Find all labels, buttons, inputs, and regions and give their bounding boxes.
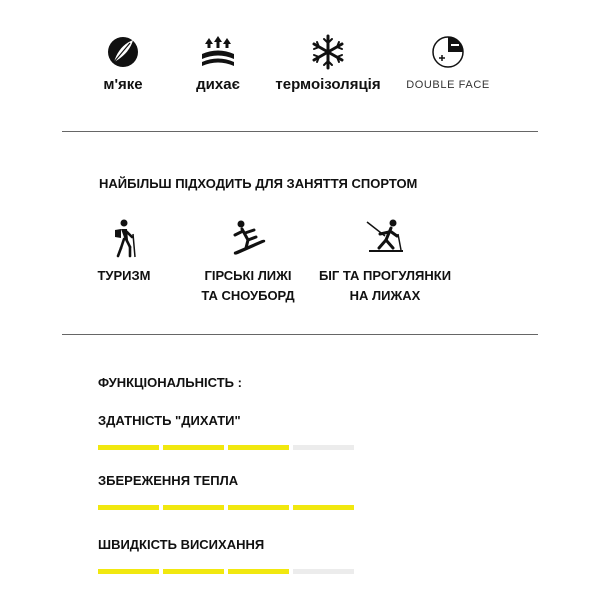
feature-thermal: [258, 34, 398, 104]
rating-segment-filled: [98, 569, 159, 574]
rating-segment-empty: [293, 569, 354, 574]
rating-segment-filled: [98, 445, 159, 450]
sport-cross-country: [310, 218, 460, 306]
functionality-title: ФУНКЦІОНАЛЬНІСТЬ :: [98, 375, 242, 390]
feature-label: м'яке: [103, 76, 143, 93]
rating-segment-filled: [228, 445, 289, 450]
sport-ski-snowboard: [193, 218, 303, 306]
feature-label: дихає: [196, 76, 240, 93]
sport-label: ТУРИЗМ: [97, 268, 151, 283]
features-row: [0, 0, 600, 130]
metric-drying-speed: [98, 537, 368, 587]
rating-segment-filled: [163, 569, 224, 574]
cross-country-ski-icon: [363, 218, 407, 258]
sport-label: ГІРСЬКІ ЛИЖІ ТА СНОУБОРД: [201, 268, 295, 303]
feature-label: DOUBLE FACE: [406, 79, 490, 91]
rating-bar: [98, 445, 354, 450]
breathable-fabric-icon: [198, 34, 238, 70]
feature-label: термоізоляція: [275, 76, 381, 93]
feature-double-face: [378, 34, 518, 104]
metric-label: ШВИДКІСТЬ ВИСИХАННЯ: [98, 537, 265, 552]
rating-segment-filled: [98, 505, 159, 510]
rating-segment-filled: [228, 569, 289, 574]
feather-icon: [103, 34, 143, 70]
metric-warmth: [98, 473, 368, 523]
rating-bar: [98, 569, 354, 574]
divider: [62, 334, 538, 335]
rating-segment-empty: [293, 445, 354, 450]
rating-bar: [98, 505, 354, 510]
rating-segment-filled: [163, 445, 224, 450]
rating-segment-filled: [163, 505, 224, 510]
sport-hiking: [96, 218, 152, 286]
sport-label: БІГ ТА ПРОГУЛЯНКИ НА ЛИЖАХ: [318, 268, 452, 303]
metric-label: ЗДАТНІСТЬ "ДИХАТИ": [98, 413, 241, 428]
metric-breathability: [98, 413, 368, 463]
metric-label: ЗБЕРЕЖЕННЯ ТЕПЛА: [98, 473, 239, 488]
sports-title: НАЙБІЛЬШ ПІДХОДИТЬ ДЛЯ ЗАНЯТТЯ СПОРТОМ: [99, 176, 418, 191]
rating-segment-filled: [228, 505, 289, 510]
rating-segment-filled: [293, 505, 354, 510]
snowboard-icon: [226, 218, 270, 258]
double-face-icon: [428, 34, 468, 70]
snowflake-icon: [308, 34, 348, 70]
hiking-icon: [102, 218, 146, 258]
divider: [62, 131, 538, 132]
